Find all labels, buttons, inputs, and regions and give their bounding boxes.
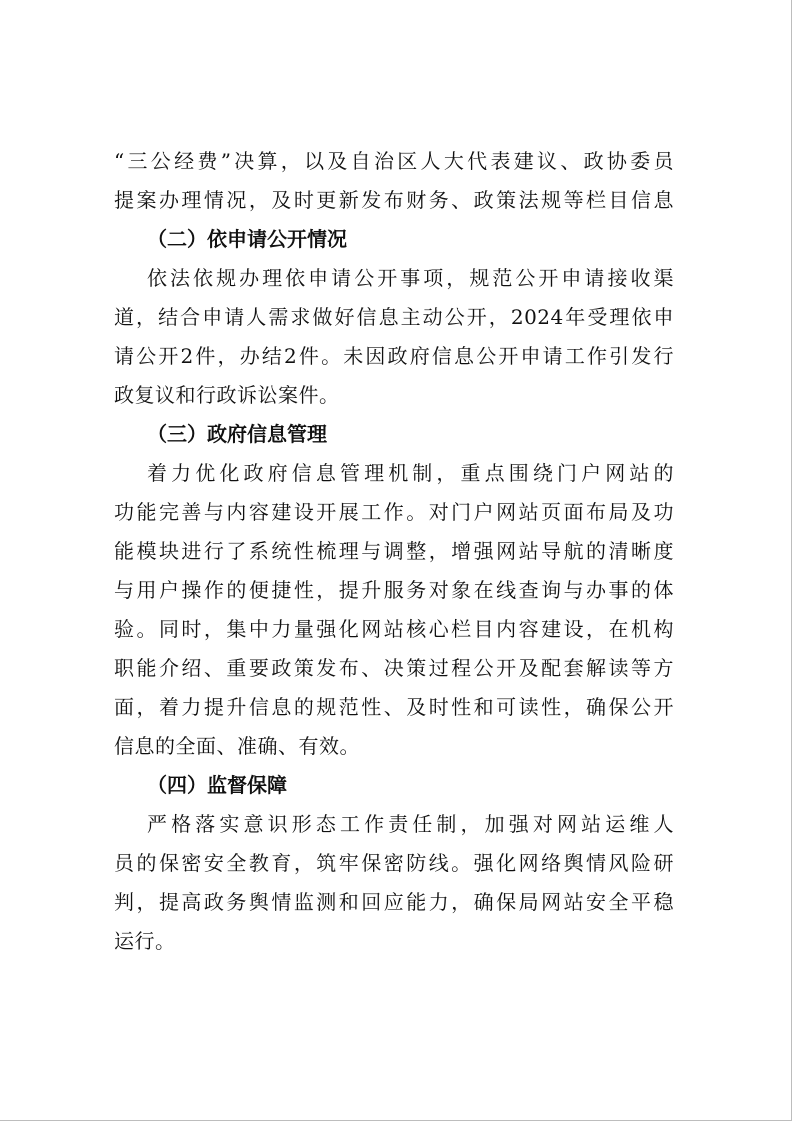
section3-line-3: 能模块进行了系统性梳理与调整，增强网站导航的清晰度 — [114, 539, 674, 563]
section4-line-4: 运行。 — [114, 929, 176, 953]
section3-line-6: 职能介绍、重要政策发布、决策过程公开及配套解读等方 — [114, 656, 674, 680]
section3-line-8: 信息的全面、准确、有效。 — [114, 734, 360, 758]
section-heading-3: （三）政府信息管理 — [147, 422, 327, 446]
section4-line-2: 员的保密安全教育，筑牢保密防线。强化网络舆情风险研 — [114, 851, 674, 875]
section3-line-5: 验。同时，集中力量强化网站核心栏目内容建设，在机构 — [114, 617, 674, 641]
section3-line-7: 面，着力提升信息的规范性、及时性和可读性，确保公开 — [114, 695, 674, 719]
intro-line-1: “三公经费”决算，以及自治区人大代表建议、政协委员 — [114, 149, 674, 173]
section3-line-2: 功能完善与内容建设开展工作。对门户网站页面布局及功 — [114, 500, 674, 524]
section2-line-1: 依法依规办理依申请公开事项，规范公开申请接收渠 — [147, 266, 674, 290]
section2-line-4: 政复议和行政诉讼案件。 — [114, 383, 340, 407]
section4-line-1: 严格落实意识形态工作责任制，加强对网站运维人 — [147, 812, 674, 836]
section4-line-3: 判，提高政务舆情监测和回应能力，确保局网站安全平稳 — [114, 890, 674, 914]
section3-line-1: 着力优化政府信息管理机制，重点围绕门户网站的 — [147, 461, 674, 485]
section-heading-4: （四）监督保障 — [147, 773, 287, 797]
section2-line-2: 道，结合申请人需求做好信息主动公开，2024年受理依申 — [114, 305, 674, 329]
section3-line-4: 与用户操作的便捷性，提升服务对象在线查询与办事的体 — [114, 578, 674, 602]
section2-line-3: 请公开2件，办结2件。未因政府信息公开申请工作引发行 — [114, 344, 674, 368]
intro-line-2: 提案办理情况，及时更新发布财务、政策法规等栏目信息 — [114, 188, 674, 212]
section-heading-2: （二）依申请公开情况 — [147, 227, 347, 251]
